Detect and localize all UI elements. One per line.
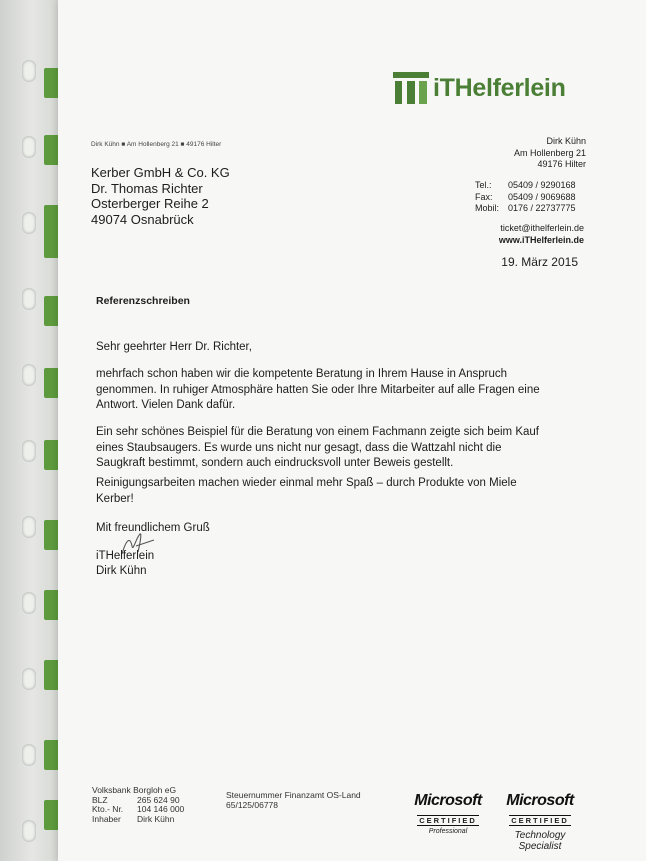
recipient-street: Osterberger Reihe 2 [91, 196, 209, 211]
contact-fax [475, 192, 576, 204]
punch-hole [22, 820, 36, 842]
bank-row [92, 815, 184, 825]
bank-label: Kto.- Nr. [92, 804, 124, 814]
salutation: Sehr geehrter Herr Dr. Richter, [96, 341, 252, 353]
paragraph-2 [96, 425, 566, 472]
paragraph-line: genommen. In ruhiger Atmosphäre hatten Sie oder Ihre Mitarbeiter auf alle Fragen eine [96, 383, 540, 396]
contact-label: Mobil: [475, 203, 500, 213]
punch-hole [22, 440, 36, 462]
punch-hole [22, 364, 36, 386]
bank-title: Volksbank Borgloh eG [92, 785, 177, 795]
bank-value: 104 146 000 [137, 804, 185, 814]
contact-value: 05409 / 9069688 [508, 191, 576, 202]
bank-value: Dirk Kühn [137, 813, 175, 824]
contact-block [475, 180, 576, 215]
badge-cert: CERTIFIED [511, 816, 569, 825]
contact-mobile [475, 203, 576, 215]
letter-subject: Referenzschreiben [96, 295, 190, 307]
logo-mark-icon [393, 70, 429, 106]
punch-hole [22, 136, 36, 158]
contact-value: 0176 / 22737775 [508, 203, 576, 213]
sender-street: Am Hollenberg 21 [513, 147, 586, 158]
paragraph-line: Saugkraft bestimmt, sondern auch eindrucksvoll unter Beweis gestellt. [96, 457, 454, 469]
paragraph-line: Reinigungsarbeiten machen wieder einmal mehr Spaß – durch Produkte von Miele [96, 477, 517, 489]
recipient-city: 49074 Osnabrück [91, 211, 194, 227]
sender-return-line: Dirk Kühn ■ Am Hollenberg 21 ■ 49176 Hilter [91, 141, 222, 148]
email-address: ticket@ithelferlein.de [500, 223, 584, 233]
badge-cert: CERTIFIED [419, 816, 477, 825]
signature-company: iTHelferlein [96, 550, 155, 562]
tax-label: Steuernummer Finanzamt OS-Land [226, 790, 361, 800]
badge-brand: Microsoft [414, 792, 482, 809]
paragraph-line: mehrfach schon haben wir die kompetente Beratung in Ihrem Hause in Anspruch [96, 368, 508, 380]
sender-address [426, 136, 586, 171]
paragraph-line: Kerber! [96, 492, 134, 505]
punch-hole [22, 288, 36, 310]
bank-label: Inhaber [92, 813, 121, 824]
recipient-person: Dr. Thomas Richter [91, 180, 203, 196]
paragraph-1 [96, 367, 566, 414]
paragraph-3 [96, 476, 566, 507]
bank-label: BLZ [92, 794, 108, 805]
tax-details [226, 791, 361, 810]
punch-hole [22, 592, 36, 614]
contact-value: 05409 / 9290168 [508, 180, 576, 190]
logo-text: iTHelferlein [433, 73, 566, 102]
punch-hole [22, 212, 36, 234]
recipient-address [91, 165, 230, 227]
letter-date: 19. März 2015 [501, 255, 578, 269]
closing: Mit freundlichem Gruß [96, 522, 210, 534]
punch-hole [22, 744, 36, 766]
company-logo [393, 68, 566, 108]
paragraph-line: Antwort. Vielen Dank dafür. [96, 399, 236, 411]
contact-phone [475, 180, 576, 192]
web-block [499, 223, 584, 246]
tax-number: 65/125/06778 [226, 799, 278, 810]
website-url: www.iTHelferlein.de [498, 234, 584, 245]
sender-city: 49176 Hilter [537, 159, 586, 169]
bank-value: 265 624 90 [137, 794, 180, 805]
badge-sub: Technology Specialist [514, 830, 566, 852]
signature-name: Dirk Kühn [96, 565, 147, 577]
punch-hole [22, 60, 36, 82]
binder-strip [0, 0, 58, 861]
punch-hole [22, 668, 36, 690]
badge-brand: Microsoft [506, 792, 574, 809]
punch-hole [22, 516, 36, 538]
paragraph-line: Ein sehr schönes Beispiel für die Beratung von einem Fachmann zeigte sich beim Kauf [96, 426, 539, 438]
badge-sub: Professional [428, 828, 468, 835]
bank-details [92, 786, 184, 824]
ms-certified-professional-badge [408, 792, 488, 835]
contact-label: Fax: [475, 191, 493, 202]
ms-certified-specialist-badge [500, 792, 580, 852]
recipient-company: Kerber GmbH & Co. KG [91, 165, 230, 180]
contact-label: Tel.: [475, 180, 492, 190]
sender-name: Dirk Kühn [546, 136, 586, 146]
paragraph-line: eines Staubsaugers. Es wurde uns nicht nur gesagt, dass die Wattzahl nicht die [96, 441, 502, 454]
